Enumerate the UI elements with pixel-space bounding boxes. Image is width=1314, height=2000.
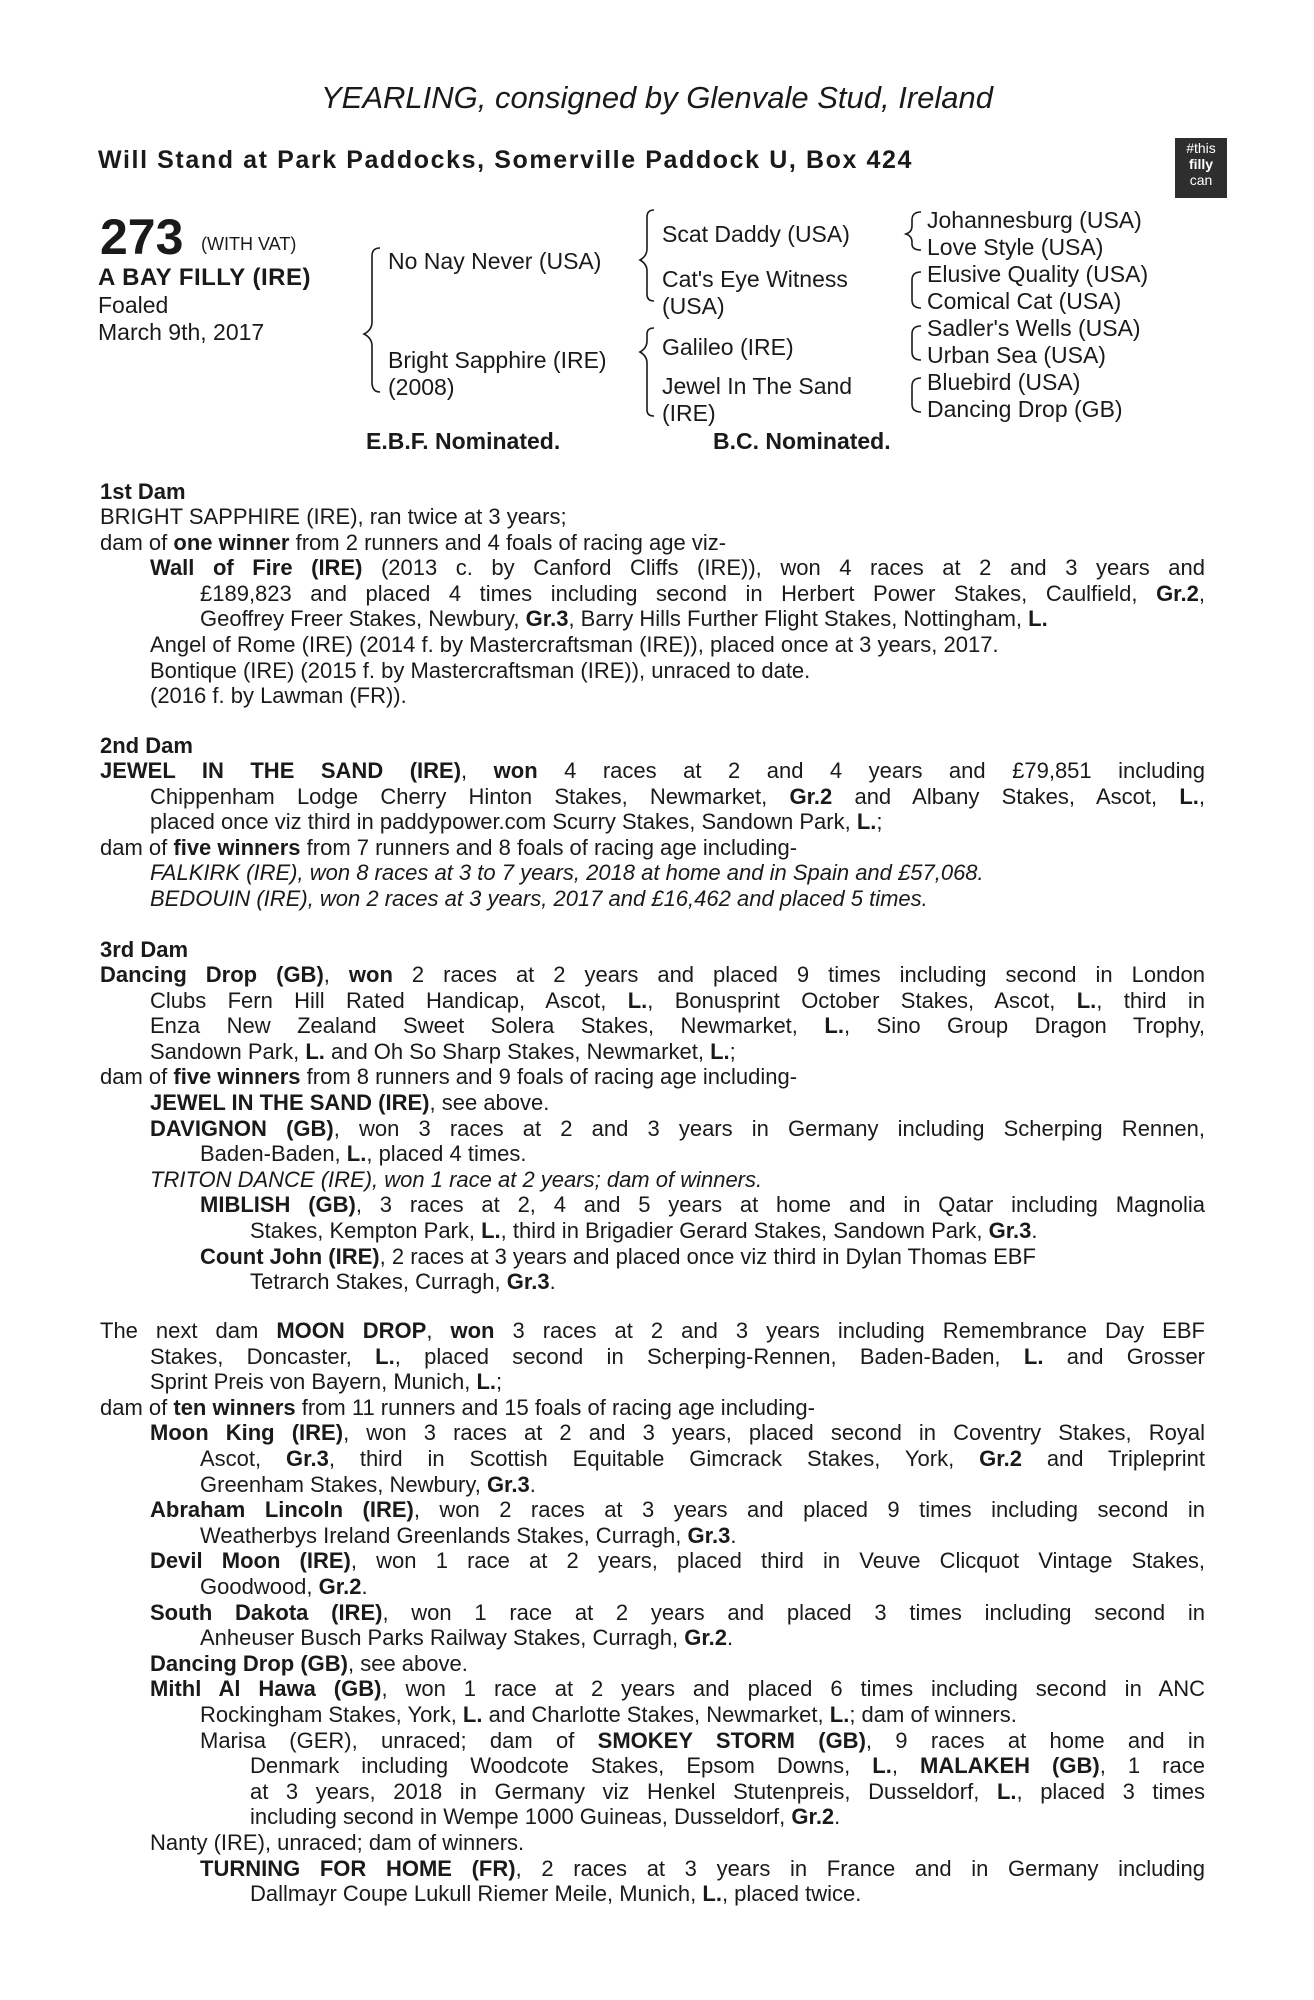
text-segment: L. (305, 1038, 325, 1064)
text-segment: Ascot, (200, 1446, 287, 1471)
text-line (200, 1446, 1205, 1471)
text-segment: Gr.2 (1156, 580, 1199, 606)
text-segment: , placed 3 times (1016, 1778, 1205, 1804)
vat-note: (WITH VAT) (201, 234, 297, 254)
text-line (150, 1497, 1205, 1522)
text-segment: L. (627, 987, 648, 1013)
text-segment: from 7 runners and 8 foals of racing age including- (300, 834, 798, 860)
text-segment: L. (346, 1141, 367, 1167)
text-segment: L. (375, 1343, 395, 1369)
pedigree-dam-year: (2008) (388, 374, 455, 400)
pedigree-name-line: Bluebird (USA) (927, 369, 1081, 395)
text-segment: . (727, 1625, 734, 1651)
text-segment: SMOKEY STORM (GB) (597, 1727, 866, 1753)
text-segment: L. (710, 1038, 730, 1064)
text-segment: Angel of Rome (IRE) (2014 f. by Mastercraftsman (IRE)), placed once at 3 years, 2017. (150, 632, 999, 657)
pedigree-name-line: Dancing Drop (GB) (927, 396, 1123, 422)
text-line (200, 1625, 733, 1650)
text-segment: Stakes, Doncaster, (150, 1343, 376, 1369)
text-segment: , 2 races at 3 years and placed once viz third in Dylan Thomas EBF (379, 1243, 1036, 1269)
text-line (100, 530, 726, 555)
pedigree-sire-sire: Scat Daddy (USA) (662, 221, 850, 247)
text-segment: Denmark including Woodcote Stakes, Epsom Downs, (250, 1753, 873, 1779)
text-line (150, 784, 1205, 809)
text-segment: L. (476, 1369, 497, 1395)
text-segment: , (1198, 783, 1205, 809)
text-line (250, 1753, 1205, 1778)
text-line (200, 1141, 527, 1166)
text-segment: , placed 4 times. (366, 1141, 527, 1167)
text-segment: Greenham Stakes, Newbury, (200, 1471, 487, 1497)
text-segment: MIBLISH (GB) (200, 1192, 356, 1218)
text-line (150, 1039, 736, 1064)
text-line (150, 1676, 1205, 1701)
text-segment: Anheuser Busch Parks Railway Stakes, Curragh, (200, 1625, 685, 1651)
text-segment: , 1 race (1099, 1753, 1205, 1779)
text-line (200, 1192, 1205, 1217)
text-line (150, 1651, 468, 1676)
text-line (150, 683, 407, 708)
text-segment: , won 3 races at 2 and 3 years, placed second in Coventry Stakes, Royal (343, 1420, 1205, 1446)
text-line (200, 581, 1205, 606)
foaled-label: Foaled (98, 292, 169, 318)
text-segment: L. (856, 809, 877, 835)
text-segment: Sprint Preis von Bayern, Munich, (150, 1369, 477, 1395)
text-segment: ; (876, 809, 883, 835)
text-segment: and Grosser (1043, 1343, 1206, 1369)
text-line (200, 1574, 368, 1599)
text-line (150, 860, 984, 885)
text-segment: FALKIRK (IRE) (150, 860, 298, 886)
text-segment: L. (1076, 987, 1097, 1013)
text-segment: , won 1 race at 2 years; dam of winners. (372, 1166, 763, 1192)
section-heading: 1st Dam (100, 479, 186, 504)
badge-line: #this (1186, 140, 1216, 156)
text-segment: Stakes, Kempton Park, (250, 1218, 482, 1243)
text-segment: DAVIGNON (GB) (150, 1115, 334, 1141)
text-segment: Gr.2 (318, 1574, 362, 1599)
text-line (250, 1779, 1205, 1804)
text-segment: ; dam of winners. (849, 1702, 1017, 1727)
text-segment: Geoffrey Freer Stakes, Newbury, (200, 606, 526, 632)
text-segment: , third in Brigadier Gerard Stakes, Sandown Park, (500, 1218, 989, 1243)
text-segment: L. (702, 1881, 722, 1907)
text-segment: Nanty (IRE), unraced; dam of winners. (150, 1830, 525, 1855)
text-segment: Rockingham Stakes, York, (200, 1702, 463, 1727)
pedigree-name-line: (IRE) (662, 400, 716, 426)
text-line (100, 504, 567, 529)
text-segment: Gr.3 (687, 1522, 731, 1548)
text-line (150, 1369, 502, 1394)
text-segment: dam of (100, 529, 174, 555)
text-segment: Gr.3 (506, 1269, 550, 1295)
text-line (200, 1728, 1205, 1753)
text-line (100, 962, 1205, 987)
pedigree-name-line: Jewel In The Sand (662, 373, 853, 399)
badge-line: filly (1188, 156, 1214, 172)
text-segment: Gr.3 (486, 1471, 530, 1497)
foaled-date: March 9th, 2017 (98, 319, 265, 345)
text-segment: JEWEL IN THE SAND (IRE) (150, 1090, 430, 1115)
text-segment: Gr.3 (988, 1218, 1032, 1243)
text-line (250, 1269, 556, 1294)
text-segment: , 3 races at 2, 4 and 5 years at home and in Qatar including Magnolia (355, 1192, 1205, 1218)
text-segment: , won 1 race at 2 years, placed third in Veuve Clicquot Vintage Stakes, (350, 1548, 1205, 1574)
text-segment: £189,823 and placed 4 times including second in Herbert Power Stakes, Caulfield, (200, 580, 1157, 606)
pedigree-dam-dam (662, 373, 852, 427)
text-line (200, 1472, 536, 1497)
section-heading: 3rd Dam (100, 937, 189, 962)
text-segment: 2 races at 2 years and placed 9 times including second in London (392, 962, 1205, 987)
text-segment: , won 1 race at 2 years and placed 6 times including second in ANC (381, 1676, 1205, 1702)
text-segment: , won 1 race at 2 years and placed 3 times including second in (382, 1599, 1205, 1625)
text-segment: from 11 runners and 15 foals of racing age including- (295, 1394, 815, 1420)
pedigree-name-line: Sadler's Wells (USA) (927, 315, 1141, 341)
text-segment: 4 races at 2 and 4 years and £79,851 including (537, 758, 1205, 783)
text-segment: Count John (IRE) (200, 1243, 380, 1269)
text-segment: Marisa (GER), unraced; dam of (200, 1727, 598, 1753)
text-segment: Dallmayr Coupe Lukull Riemer Meile, Munich, (250, 1881, 703, 1907)
text-line (150, 1167, 762, 1192)
text-segment: , 9 races at home and in (865, 1727, 1206, 1753)
text-segment: TURNING FOR HOME (FR) (200, 1855, 516, 1881)
text-line (250, 1804, 840, 1829)
text-segment: Mithl Al Hawa (GB) (150, 1676, 382, 1702)
text-segment: and Oh So Sharp Stakes, Newmarket, (324, 1038, 711, 1064)
text-line (150, 1116, 1205, 1141)
text-segment: , (323, 962, 349, 987)
text-segment: Gr.2 (979, 1446, 1022, 1471)
text-line (100, 1318, 1205, 1343)
text-segment: Dancing Drop (GB) (100, 962, 324, 987)
text-segment: BEDOUIN (IRE) (150, 886, 308, 911)
lot-number: 273 (100, 209, 184, 265)
text-segment: Moon King (IRE) (150, 1420, 344, 1446)
pedigree-dam-sire: Galileo (IRE) (662, 334, 794, 360)
pedigree-name-line: (USA) (662, 293, 725, 319)
text-line (150, 1830, 524, 1855)
text-line (150, 555, 1205, 580)
text-segment: dam of (100, 1394, 174, 1420)
pedigree-gen3 (927, 207, 1148, 423)
text-segment: , third in (1096, 987, 1205, 1013)
text-segment: JEWEL IN THE SAND (IRE) (100, 758, 462, 783)
pedigree-dam (388, 347, 607, 401)
text-line (100, 758, 1205, 783)
horse-name: A BAY FILLY (IRE) (98, 264, 311, 291)
text-segment: , (461, 758, 494, 783)
text-line (150, 632, 999, 657)
text-segment: , placed second in Scherping-Rennen, Baden-Baden, (394, 1343, 1024, 1369)
text-segment: placed once viz third in paddypower.com Scurry Stakes, Sandown Park, (150, 809, 857, 835)
text-segment: won (348, 962, 393, 987)
text-line (150, 1344, 1205, 1369)
text-segment: Enza New Zealand Sweet Solera Stakes, Newmarket, (150, 1013, 825, 1039)
text-segment: L. (824, 1013, 844, 1039)
text-segment: L. (996, 1778, 1017, 1804)
text-line (150, 1013, 1205, 1038)
text-segment: Clubs Fern Hill Rated Handicap, Ascot, (150, 987, 628, 1013)
text-segment: , Sino Group Dragon Trophy, (843, 1013, 1205, 1039)
text-segment: . (730, 1522, 737, 1548)
pedigree-name-line: Elusive Quality (USA) (927, 261, 1149, 287)
text-segment: Devil Moon (IRE) (150, 1548, 351, 1574)
pedigree-name-line: Comical Cat (USA) (927, 288, 1122, 314)
text-segment: , 2 races at 3 years in France and in Germany including (515, 1855, 1206, 1881)
text-segment: 3 races at 2 and 3 years including Remembrance Day EBF (494, 1318, 1205, 1343)
text-segment: , won 2 races at 3 years, 2017 and £16,462 and placed 5 times. (307, 886, 928, 911)
text-segment: Bontique (IRE) (2015 f. by Mastercraftsman (IRE)), unraced to date. (150, 657, 811, 683)
text-segment: Gr.2 (789, 783, 833, 809)
text-segment: and Tripleprint (1021, 1446, 1206, 1471)
ebf-nomination: E.B.F. Nominated. (366, 428, 561, 454)
text-segment: , see above. (429, 1090, 550, 1115)
text-segment: L. (1028, 606, 1048, 632)
text-line (150, 886, 928, 911)
text-line (200, 1702, 1017, 1727)
text-segment: , won 2 races at 3 years and placed 9 times including second in (413, 1497, 1205, 1523)
text-segment: L. (829, 1702, 850, 1727)
text-segment: . (1031, 1218, 1038, 1243)
text-segment: at 3 years, 2018 in Germany viz Henkel Stutenpreis, Dusseldorf, (250, 1778, 997, 1804)
text-segment: five winners (173, 1064, 301, 1090)
text-line (150, 988, 1205, 1013)
text-segment: BRIGHT SAPPHIRE (IRE), ran twice at 3 years; (100, 504, 567, 529)
text-segment: dam of (100, 1064, 174, 1090)
pedigree-name-line: Urban Sea (USA) (927, 342, 1106, 368)
text-segment: L. (1179, 783, 1199, 809)
text-segment: Tetrarch Stakes, Curragh, (250, 1269, 507, 1295)
text-segment: L. (481, 1218, 501, 1243)
text-segment: . (529, 1471, 536, 1497)
bc-nomination: B.C. Nominated. (713, 428, 891, 454)
text-segment: Wall of Fire (IRE) (150, 555, 363, 581)
pedigree-name-line: Cat's Eye Witness (662, 266, 848, 292)
text-segment: MALAKEH (GB) (920, 1753, 1100, 1779)
text-segment: from 2 runners and 4 foals of racing age viz- (289, 529, 727, 555)
text-segment: . (361, 1574, 368, 1599)
text-line (200, 1244, 1036, 1269)
text-segment: , (891, 1753, 921, 1779)
text-segment: MOON DROP (276, 1318, 427, 1343)
text-segment: , see above. (348, 1650, 468, 1676)
text-line (150, 658, 810, 683)
text-line (250, 1218, 1038, 1243)
text-segment: (2013 c. by Canford Cliffs (IRE)), won 4 races at 2 and 3 years and (362, 555, 1205, 581)
text-segment: and Charlotte Stakes, Newmarket, (482, 1702, 830, 1727)
text-segment: L. (872, 1753, 892, 1779)
stand-location: Will Stand at Park Paddocks, Somerville Paddock U, Box 424 (98, 146, 914, 174)
text-segment: , (426, 1318, 451, 1343)
text-segment: The next dam (100, 1318, 277, 1343)
text-segment: including second in Wempe 1000 Guineas, Dusseldorf, (250, 1804, 792, 1830)
text-segment: , won 8 races at 3 to 7 years, 2018 at home and in Spain and £57,068. (297, 860, 984, 886)
text-segment: . (834, 1804, 841, 1830)
text-segment: Gr.2 (684, 1625, 728, 1651)
catalogue-heading: YEARLING, consigned by Glenvale Stud, Ireland (320, 80, 994, 115)
text-segment: five winners (173, 834, 301, 860)
badge-line: can (1189, 172, 1213, 188)
text-segment: Baden-Baden, (200, 1141, 347, 1167)
text-segment: won (493, 758, 538, 783)
text-line (150, 1600, 1205, 1625)
text-line (250, 1881, 861, 1906)
text-segment: Gr.3 (286, 1446, 329, 1471)
section-heading: 2nd Dam (100, 733, 193, 758)
pedigree-dam-name: Bright Sapphire (IRE) (388, 347, 607, 373)
text-line (150, 1420, 1205, 1445)
pedigree-sire: No Nay Never (USA) (388, 248, 602, 274)
text-line (100, 1395, 815, 1420)
text-segment: dam of (100, 834, 174, 860)
pedigree-name-line: Love Style (USA) (927, 234, 1104, 260)
text-segment: TRITON DANCE (IRE) (150, 1166, 373, 1192)
text-segment: one winner (173, 529, 290, 555)
text-segment: (2016 f. by Lawman (FR)). (150, 683, 407, 709)
text-segment: , Barry Hills Further Flight Stakes, Nottingham, (568, 606, 1029, 632)
text-segment: Dancing Drop (GB) (150, 1650, 348, 1676)
text-segment: Sandown Park, (150, 1038, 306, 1064)
text-segment: South Dakota (IRE) (150, 1599, 383, 1625)
text-segment: , third in Scottish Equitable Gimcrack Stakes, York, (328, 1446, 980, 1471)
text-segment: Goodwood, (200, 1574, 319, 1599)
text-line (150, 1090, 549, 1115)
text-line (150, 809, 883, 834)
text-segment: won (450, 1318, 495, 1343)
text-segment: Gr.2 (791, 1804, 835, 1830)
text-segment: Gr.3 (525, 606, 569, 632)
text-line (200, 1856, 1205, 1881)
text-segment: Chippenham Lodge Cherry Hinton Stakes, Newmarket, (150, 783, 790, 809)
text-segment: , won 3 races at 2 and 3 years in Germany including Scherping Rennen, (333, 1115, 1205, 1141)
text-line (100, 835, 797, 860)
text-segment: ; (496, 1369, 503, 1395)
pedigree-name-line: Johannesburg (USA) (927, 207, 1142, 233)
text-segment: , (1198, 580, 1205, 606)
text-segment: . (549, 1269, 556, 1295)
text-segment: , placed twice. (721, 1881, 862, 1907)
text-line (150, 1548, 1205, 1573)
text-segment: Weatherbys Ireland Greenlands Stakes, Curragh, (200, 1522, 688, 1548)
text-line (200, 1523, 736, 1548)
pedigree-sire-dam (662, 266, 848, 320)
text-segment: ; (729, 1038, 736, 1064)
text-segment: L. (462, 1702, 483, 1727)
text-line (100, 1064, 797, 1089)
text-segment: from 8 runners and 9 foals of racing age including- (300, 1064, 798, 1090)
text-segment: and Albany Stakes, Ascot, (832, 783, 1180, 809)
text-segment: , Bonusprint October Stakes, Ascot, (647, 987, 1077, 1013)
text-segment: ten winners (173, 1394, 296, 1420)
text-segment: L. (1023, 1343, 1044, 1369)
text-segment: Abraham Lincoln (IRE) (150, 1497, 414, 1523)
text-line (200, 606, 1048, 631)
